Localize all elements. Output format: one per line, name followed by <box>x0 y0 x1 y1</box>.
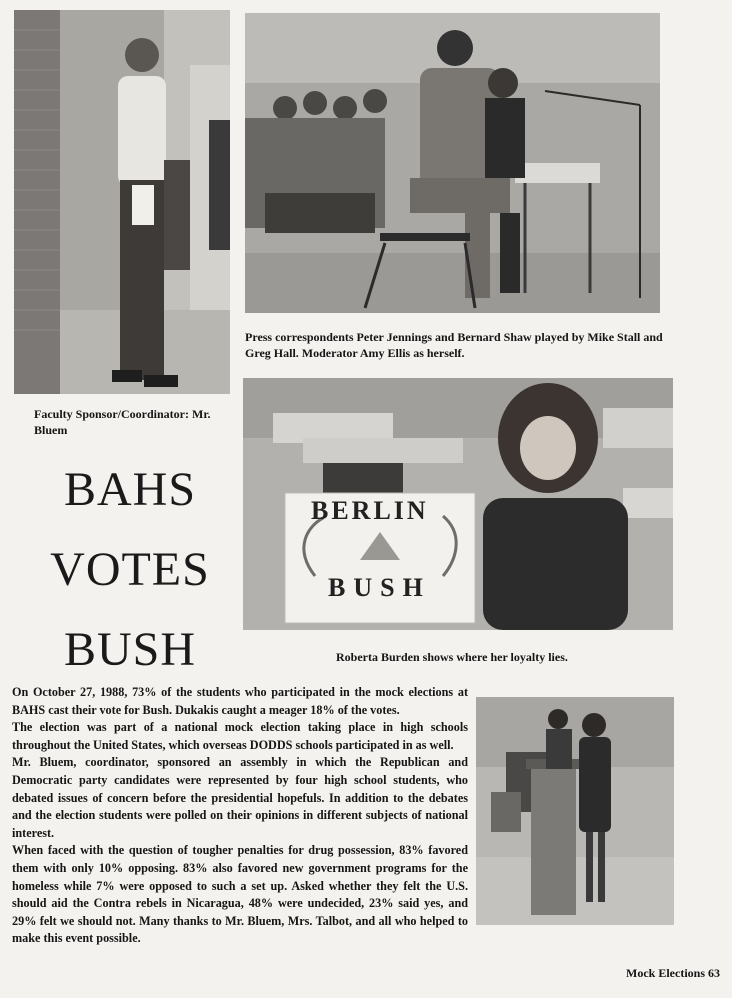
article-paragraph: On October 27, 1988, 73% of the students who participated in the mock elections at BAHS cast their vote for Bush. Dukakis caught a meager 18% of the votes. <box>12 685 468 717</box>
article-paragraph: Mr. Bluem, coordinator, sponsored an assembly in which the Republican and Democratic party candidates were represented by four high school students, who debated issues of concern before the presidential hopefuls. In addition to the debates and the election students were polled on their opinions in different subjects of national interest. <box>12 755 468 840</box>
article-paragraph: When faced with the question of tougher penalties for drug possession, 83% favored them with only 10% opposing. 83% also favored new government programs for the homeless while 7% were opposed to such a set up. Asked whether they felt the U.S. should aid the Contra rebels in Nicaragua, 48% were undecided, 23% said yes, and 29% felt we should not. Many thanks to Mr. Bluem, Mrs. Talbot, and all who helped to make this event possible. <box>12 843 468 946</box>
article-body <box>0 684 468 974</box>
photo-press-correspondents <box>245 13 660 313</box>
caption-faculty-sponsor: Faculty Sponsor/Coordinator: Mr. Bluem <box>34 407 211 437</box>
sign-text-bush: BUSH <box>328 573 431 602</box>
sign-text-berlin: BERLIN <box>311 496 429 525</box>
photo-roberta-sign <box>243 378 673 630</box>
page-footer <box>626 966 720 981</box>
headline-line-2: VOTES <box>50 543 210 596</box>
article-paragraph: The election was part of a national mock election taking place in high schools throughout the United States, which overseas DODDS schools participated in as well. <box>12 720 468 752</box>
footer-page-number: 63 <box>708 966 720 980</box>
photo-podium-speaker <box>476 697 674 925</box>
photo-faculty-sponsor <box>14 10 230 394</box>
caption-roberta: Roberta Burden shows where her loyalty lies. <box>336 650 568 664</box>
headline-line-1: BAHS <box>63 463 197 516</box>
headline-line-3: BUSH <box>63 623 197 676</box>
caption-press: Press correspondents Peter Jennings and Bernard Shaw played by Mike Stall and Greg Hall. Moderator Amy Ellis as herself. <box>245 330 663 360</box>
footer-section: Mock Elections <box>626 966 705 980</box>
